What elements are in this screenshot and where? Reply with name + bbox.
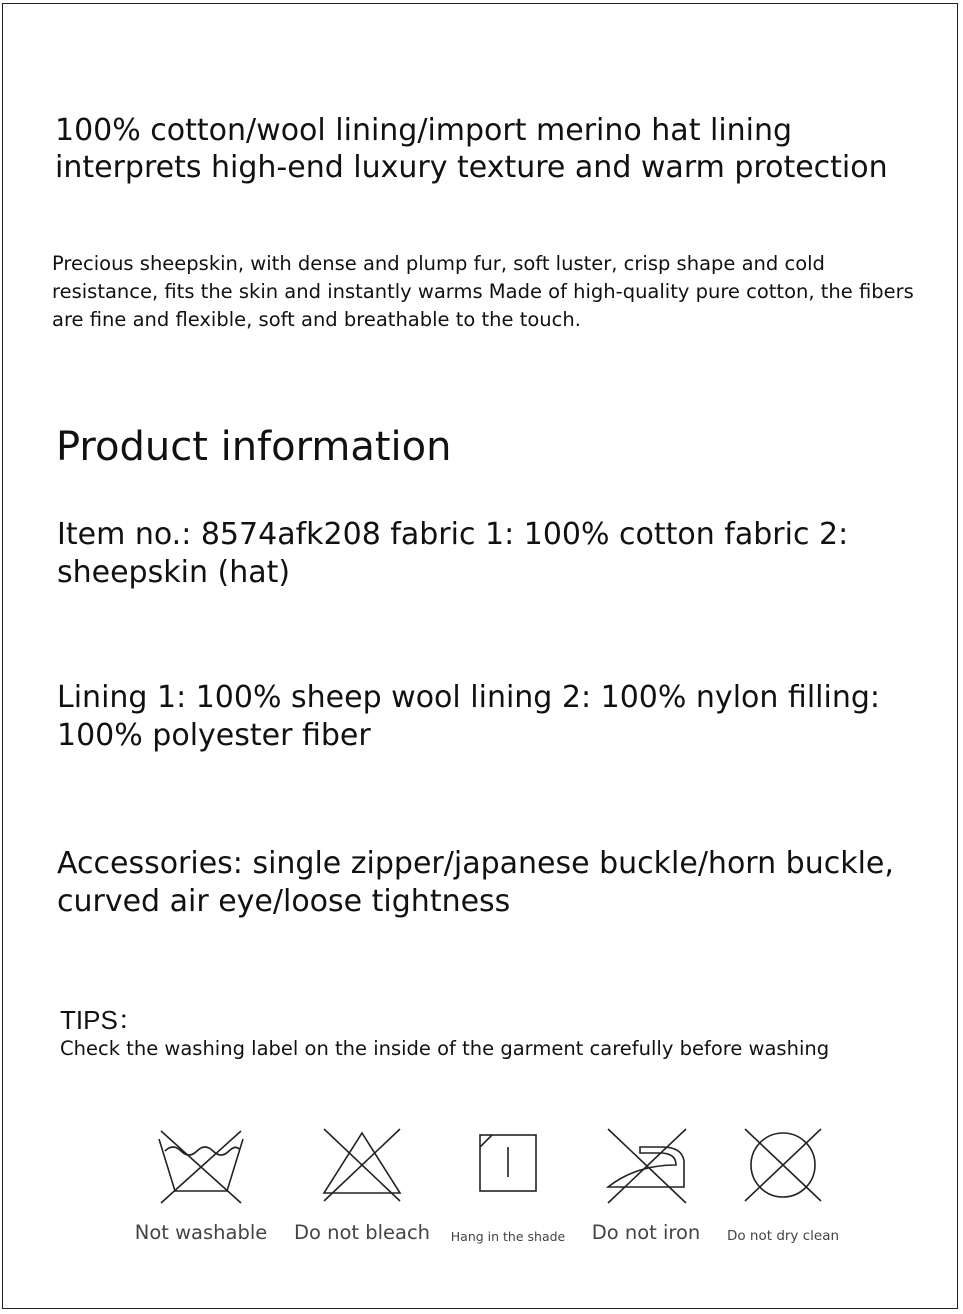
care-no-dry-clean	[698, 1125, 868, 1244]
no-bleach-icon	[312, 1125, 412, 1207]
care-label: Do not bleach	[293, 1221, 431, 1244]
hang-shade-icon	[458, 1125, 558, 1207]
product-info-heading: Product information	[56, 424, 452, 470]
no-iron-icon	[596, 1125, 696, 1207]
care-label: Do not dry clean	[726, 1228, 840, 1244]
care-not-washable	[116, 1125, 286, 1244]
accessories-info: Accessories: single zipper/japanese buckle/horn buckle, curved air eye/loose tightness	[57, 846, 894, 919]
care-label: Do not iron	[591, 1221, 701, 1244]
intro-heading: 100% cotton/wool lining/import merino hat lining interprets high-end luxury texture and warm protection	[55, 113, 888, 185]
lining-info: Lining 1: 100% sheep wool lining 2: 100% nylon filling: 100% polyester fiber	[57, 680, 880, 753]
item-fabric-info: Item no.: 8574afk208 fabric 1: 100% cotton fabric 2: sheepskin (hat)	[57, 517, 849, 590]
no-dry-clean-icon	[733, 1125, 833, 1207]
intro-paragraph: Precious sheepskin, with dense and plump fur, soft luster, crisp shape and cold resistance, fits the skin and instantly warms Made of high-quality pure cotton, the fibers are fine and flexible, soft and breathable to the touch.	[52, 252, 914, 331]
care-label: Not washable	[134, 1221, 268, 1244]
care-label: Hang in the shade	[450, 1229, 566, 1244]
tips-title: TIPS：	[60, 1005, 144, 1035]
no-wash-icon	[151, 1125, 251, 1207]
page-border	[2, 3, 958, 1309]
tips-text: Check the washing label on the inside of the garment carefully before washing	[60, 1037, 830, 1060]
care-no-bleach	[277, 1125, 447, 1244]
